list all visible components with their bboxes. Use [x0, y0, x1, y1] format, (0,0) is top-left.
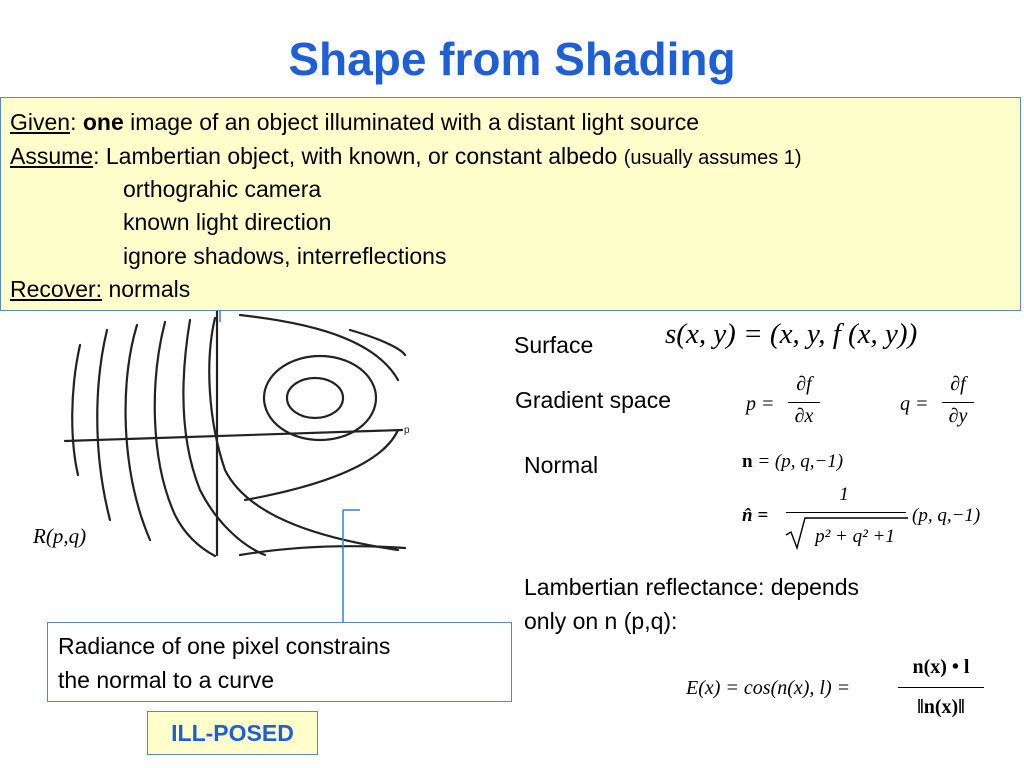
slide-title: Shape from Shading	[288, 33, 736, 85]
p-lhs: p =	[746, 393, 775, 415]
given-sep: :	[70, 109, 77, 135]
gradient-space-label: Gradient space	[515, 387, 671, 413]
lambertian-eq-lhs: E(x) = cos(n(x), l) =	[686, 677, 851, 699]
surface-label: Surface	[514, 332, 594, 358]
callout-line-2: the normal to a curve	[58, 667, 275, 693]
lambertian-text-2: only on n (p,q):	[524, 608, 678, 634]
nhat-fracline	[786, 512, 906, 513]
recover-label: Recover:	[10, 276, 103, 302]
surface-equation: s(x, y) = (x, y, f (x, y))	[665, 318, 918, 350]
contour-8	[72, 345, 80, 475]
normal-rhs: = (p, q,−1)	[757, 451, 844, 472]
p-num: ∂f	[796, 373, 812, 395]
contour-6	[126, 325, 150, 540]
assume-note: (usually assumes 1)	[623, 147, 802, 169]
given-assumptions-box	[0, 97, 1021, 311]
p-fracline	[788, 402, 820, 403]
lambertian-eq-num: n(x) • l	[912, 656, 970, 678]
callout-line-1: Radiance of one pixel constrains	[58, 633, 391, 659]
lambertian-text-1: Lambertian reflectance: depends	[524, 574, 859, 600]
nhat-den: p² + q² +1	[815, 526, 895, 547]
assume-label: Assume	[10, 143, 94, 169]
contour-9	[240, 546, 405, 555]
contour-1	[264, 356, 376, 440]
normal-equation	[742, 451, 843, 473]
lambertian-eq-den: ‖n(x)‖	[917, 696, 965, 718]
reflectance-map-label: R(p,q)	[33, 524, 87, 548]
contour-10	[350, 330, 405, 355]
given-text: image of an object illuminated with a distant light source	[130, 109, 700, 135]
recover-text: normals	[108, 276, 191, 302]
q-num: ∂f	[950, 373, 966, 395]
p-axis-tick: p	[404, 425, 410, 436]
assume-line	[10, 143, 802, 171]
given-line	[10, 109, 699, 135]
q-den: ∂y	[948, 405, 968, 427]
normal-label: Normal	[524, 452, 599, 478]
assume-text: Lambertian object, with known, or constant albedo	[105, 143, 618, 169]
given-emph: one	[82, 109, 124, 135]
lambertian-fracline	[898, 687, 984, 688]
q-fracline	[942, 402, 974, 403]
normal-n: n	[742, 451, 753, 472]
recover-line	[10, 276, 190, 302]
radiance-callout-box	[47, 622, 512, 702]
given-label: Given	[10, 109, 71, 135]
ill-posed-badge: ILL-POSED	[147, 711, 318, 755]
nhat-num: 1	[839, 484, 849, 505]
contour-7	[97, 330, 110, 520]
assumption-item: ignore shadows, interreflections	[123, 243, 447, 269]
assumption-item: orthograhic camera	[123, 176, 322, 202]
nhat-rhs: (p, q,−1)	[912, 505, 981, 526]
assume-sep: :	[93, 143, 100, 169]
nhat-lhs: n̂ =	[742, 505, 769, 526]
q-lhs: q =	[900, 393, 929, 415]
contour-center	[287, 378, 343, 418]
p-den: ∂x	[794, 405, 814, 427]
assumption-item: known light direction	[123, 209, 332, 235]
